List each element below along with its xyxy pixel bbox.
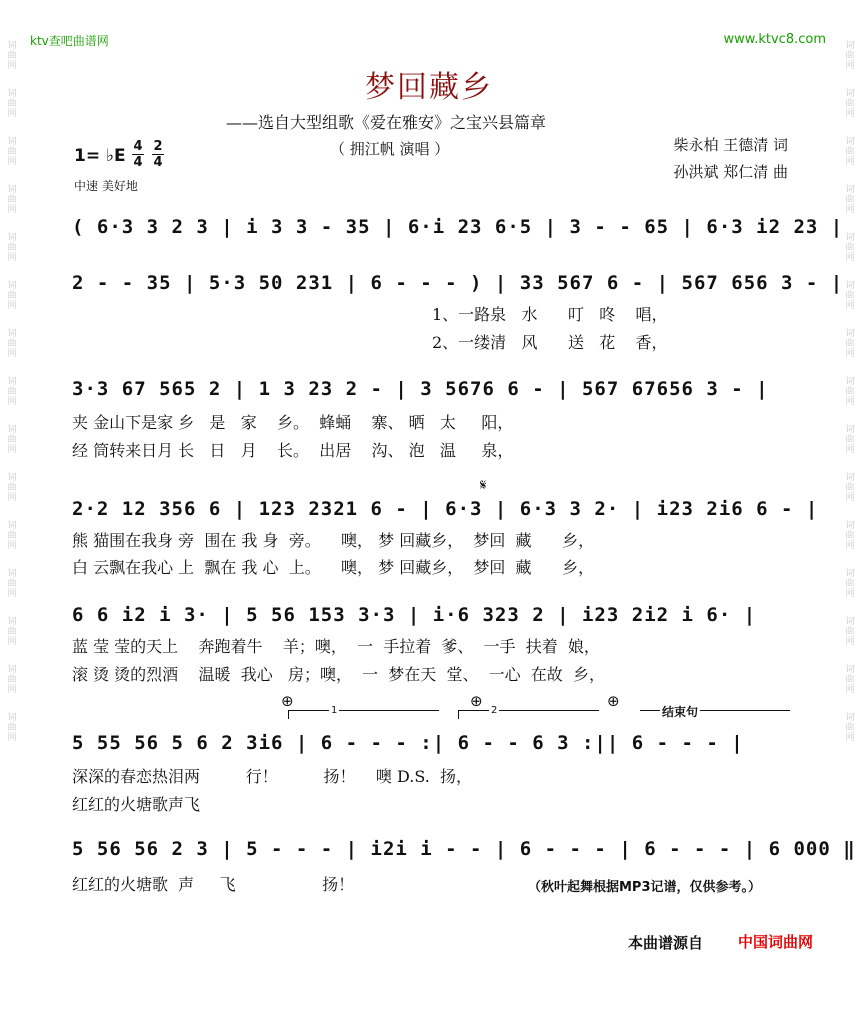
lyric-line-2-verse-1: 1、一路泉 水 叮 咚 唱， [432,305,668,324]
lyric-line-5-verse-2: 滚 烫 烫的烈酒 温暖 我心 房；噢， 一 梦在天 堂、 一心 在故 乡， [72,665,605,684]
score-line-7: 5 56 56 2 3 | 5 - - - | i2i i - - | 6 - - - | 6 - - - | 6 000 ‖ [72,838,856,860]
song-title: 梦回藏乡 [365,70,493,105]
site-link-right[interactable]: www.ktvc8.com [723,32,826,47]
volta-2: 2 [458,710,599,719]
volta-ending: 结束句 [640,710,790,719]
segno-sign: 𝄋 [480,476,487,494]
time-signature-2-4: 2 4 [153,139,163,170]
key-signature: 1= ♭E [74,146,126,166]
lyric-line-7: 红红的火塘歌 声 飞 扬！ [72,875,355,894]
transcription-note: （秋叶起舞根据MP3记谱，仅供参考。） [528,880,762,895]
lyric-line-3-verse-1: 夹 金山下是家 乡 是 家 乡。 蜂蛹 寨、 晒 太 阳， [72,413,514,432]
tempo-marking: 中速 美好地 [74,179,138,193]
score-line-1: ( 6·3 3 2 3 | i 3 3 - 35 | 6·i 23 6·5 | 3 - - 65 | 6·3 i2 23 | [72,216,844,238]
site-link-left[interactable]: ktv查吧曲谱网 [30,34,109,48]
coda-sign-2: ⊕ [470,692,483,710]
watermark-right: 词曲网 词曲网 词曲网 词曲网 词曲网 词曲网 词曲网 词曲网 词曲网 词曲网 词曲网 词曲网 词曲网 词曲网 词曲网 [843,40,854,742]
score-line-5: 6 6 i2 i 3· | 5 56 153 3·3 | i·6 323 2 | i23 2i2 i 6· | [72,604,757,626]
lyric-line-4-verse-1: 熊 猫围在我身 旁 围在 我 身 旁。 噢， 梦 回藏乡， 梦回 藏 乡， [72,531,595,550]
lyric-line-2-verse-2: 2、一缕清 风 送 花 香， [432,333,668,352]
time-signature-4-4: 4 4 [133,139,143,170]
lyric-line-6-verse-2: 红红的火塘歌声飞 [72,795,201,814]
performer: （ 拥江帆 演唱 ） [330,140,450,158]
watermark-left: 词曲网 词曲网 词曲网 词曲网 词曲网 词曲网 词曲网 词曲网 词曲网 词曲网 词曲网 词曲网 词曲网 词曲网 词曲网 [5,40,16,742]
coda-sign-1: ⊕ [281,692,294,710]
score-line-4: 2·2 12 356 6 | 123 2321 6 - | 6·3 | 6·3 3 2· | i23 2i6 6 - | [72,498,819,520]
footer-source-label: 本曲谱源自 [628,934,704,952]
volta-1: 1 [288,710,439,719]
composer-credit: 孙洪斌 郑仁清 曲 [673,163,788,181]
score-line-6: 5 55 56 5 6 2 3i6 | 6 - - - :| 6 - - 6 3 :|| 6 - - - | [72,732,744,754]
lyric-line-4-verse-2: 白 云飘在我心 上 飘在 我 心 上。 噢， 梦 回藏乡， 梦回 藏 乡， [72,558,595,577]
song-subtitle: ——选自大型组歌《爱在雅安》之宝兴县篇章 [226,113,547,132]
lyric-line-3-verse-2: 经 筒转来日月 长 日 月 长。 出居 沟、 泡 温 泉， [72,441,514,460]
score-line-2: 2 - - 35 | 5·3 50 231 | 6 - - - ) | 33 567 6 - | 567 656 3 - | [72,272,844,294]
lyric-line-5-verse-1: 蓝 莹 莹的天上 奔跑着牛 羊；噢， 一 手拉着 爹、 一手 扶着 娘， [72,637,600,656]
score-line-3: 3·3 67 565 2 | 1 3 23 2 - | 3 5676 6 - | 567 67656 3 - | [72,378,769,400]
footer-source-link[interactable]: 中国词曲网 [738,933,814,951]
lyricist-credit: 柴永柏 王德清 词 [673,136,788,154]
coda-sign-3: ⊕ [607,692,620,710]
lyric-line-6-verse-1: 深深的春恋热泪两 行！ 扬！ 噢 D.S. 扬， [72,767,472,786]
